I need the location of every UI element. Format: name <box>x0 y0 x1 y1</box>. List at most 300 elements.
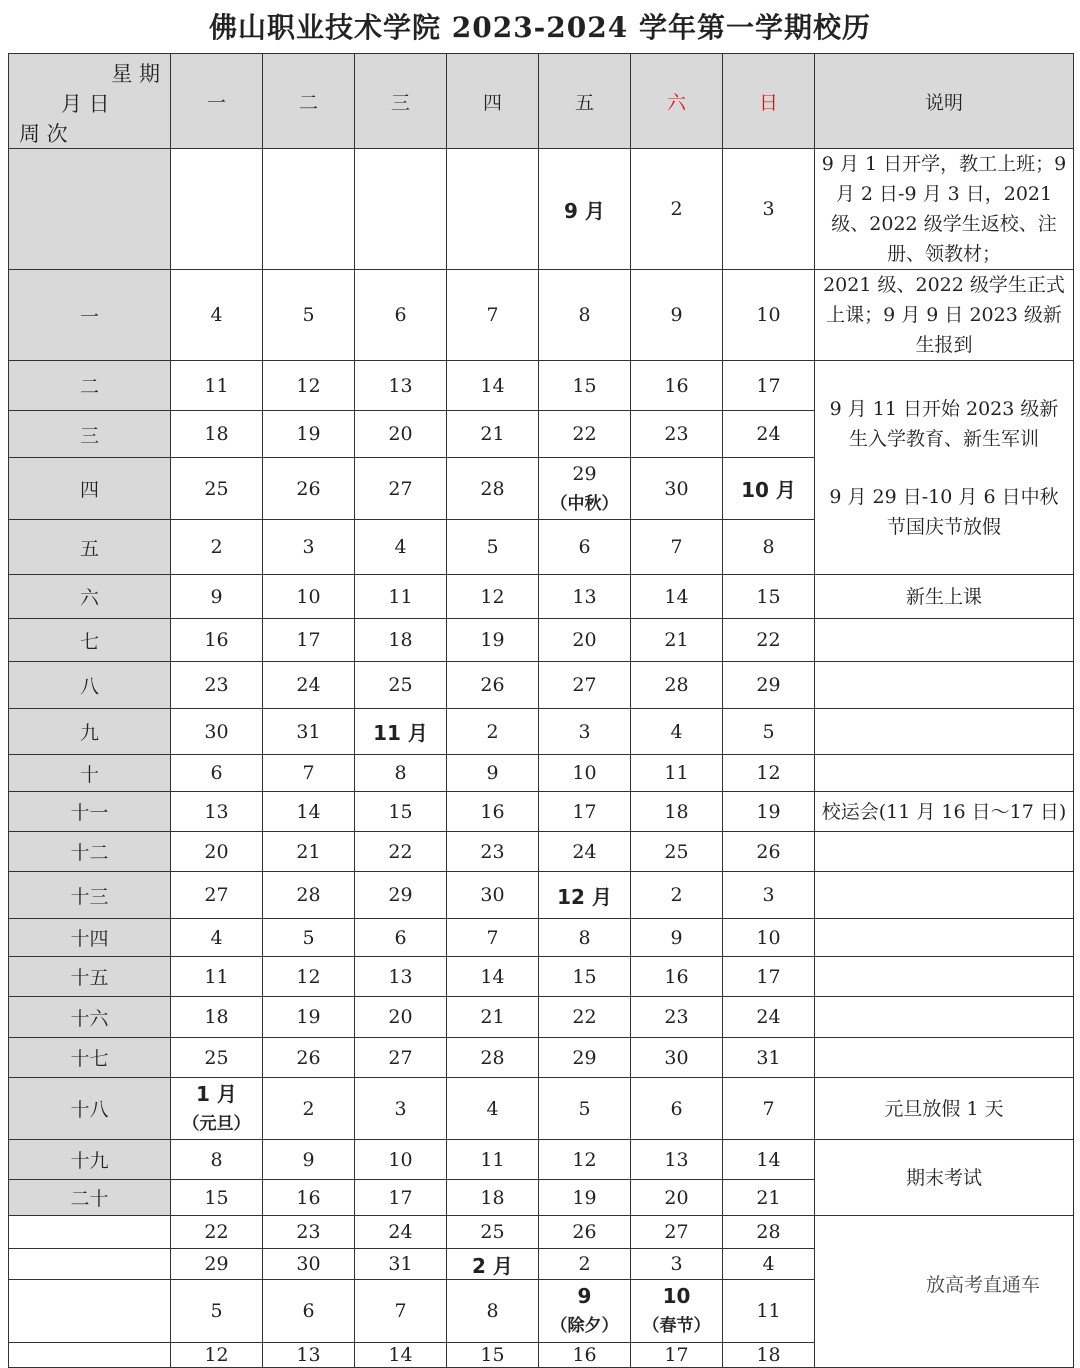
week-row <box>9 1216 1074 1249</box>
day-cell <box>539 832 631 872</box>
week-number <box>9 1216 171 1249</box>
day-number: 22 <box>388 840 413 863</box>
day-cell <box>539 1343 631 1368</box>
day-cell <box>355 458 447 520</box>
day-number: 26 <box>756 840 781 863</box>
day-cell <box>355 361 447 411</box>
day-number: 16 <box>204 629 229 651</box>
week-number: 十九 <box>9 1140 171 1180</box>
day-cell <box>447 1180 539 1216</box>
day-number: 9 <box>670 304 683 326</box>
day-cell <box>171 1140 263 1180</box>
day-number: 17 <box>756 965 781 988</box>
day-number: 8 <box>394 762 407 784</box>
day-number: 10 月 <box>741 478 796 502</box>
header-row <box>9 54 1074 149</box>
day-number: 27 <box>388 477 413 500</box>
day-cell <box>447 755 539 792</box>
day-cell <box>263 997 355 1038</box>
day-number: 20 <box>388 423 413 445</box>
holiday-label: （元旦） <box>182 1113 251 1134</box>
day-number: 17 <box>388 1186 413 1209</box>
day-cell <box>171 1216 263 1249</box>
day-cell <box>355 1038 447 1078</box>
day-cell <box>447 1249 539 1280</box>
day-number: 2 <box>302 1097 315 1120</box>
day-cell <box>631 458 723 520</box>
note-cell <box>815 919 1074 957</box>
day-cell <box>355 709 447 755</box>
day-cell <box>723 662 815 709</box>
holiday-label: （春节） <box>642 1316 711 1336</box>
note-cell: 新生上课 <box>815 575 1074 619</box>
day-cell <box>355 619 447 662</box>
week-number: 二十 <box>9 1180 171 1216</box>
day-number: 12 <box>296 965 321 988</box>
day-cell <box>171 270 263 361</box>
week-number: 四 <box>9 458 171 520</box>
week-number: 十四 <box>9 919 171 957</box>
day-number: 24 <box>756 1006 781 1028</box>
day-number: 3 <box>302 536 315 558</box>
day-number: 7 <box>762 1097 775 1120</box>
note-cell <box>815 619 1074 662</box>
day-cell <box>631 662 723 709</box>
day-cell <box>171 619 263 662</box>
day-number: 7 <box>486 926 499 949</box>
day-number: 4 <box>210 304 223 326</box>
day-cell <box>263 832 355 872</box>
day-cell <box>447 872 539 919</box>
day-number: 24 <box>756 423 781 445</box>
day-cell <box>171 1249 263 1280</box>
day-number: 28 <box>756 1221 781 1243</box>
day-cell <box>355 1216 447 1249</box>
day-number: 2 <box>486 720 499 743</box>
day-number: 8 <box>578 304 591 326</box>
day-number: 12 <box>204 1344 229 1366</box>
day-cell <box>355 997 447 1038</box>
day-number: 12 <box>572 1148 597 1171</box>
day-number: 21 <box>756 1186 781 1209</box>
day-number: 24 <box>296 674 321 696</box>
day-cell <box>539 411 631 458</box>
week-number <box>9 1280 171 1343</box>
day-cell <box>263 149 355 270</box>
day-number: 30 <box>480 884 505 906</box>
day-cell <box>539 1038 631 1078</box>
day-cell <box>539 270 631 361</box>
day-number: 17 <box>572 800 597 823</box>
note-cell <box>815 872 1074 919</box>
note-cell: 元旦放假 1 天 <box>815 1078 1074 1140</box>
day-cell <box>539 575 631 619</box>
corner-header <box>9 54 171 149</box>
note-cell <box>815 832 1074 872</box>
day-number: 11 <box>204 965 229 988</box>
week-row <box>9 270 1074 361</box>
day-number: 2 <box>670 884 683 906</box>
day-number: 12 月 <box>557 884 612 909</box>
day-number: 8 <box>210 1148 223 1171</box>
day-number: 6 <box>394 304 407 326</box>
day-number: 21 <box>296 840 321 863</box>
week-row <box>9 361 1074 411</box>
week-number: 一 <box>9 270 171 361</box>
day-cell <box>631 1078 723 1140</box>
day-number: 9 <box>670 926 683 949</box>
day-number: 6 <box>210 762 223 784</box>
day-cell <box>447 361 539 411</box>
day-cell <box>723 619 815 662</box>
day-cell <box>263 1038 355 1078</box>
day-cell <box>539 361 631 411</box>
day-number: 4 <box>670 720 683 743</box>
day-number: 23 <box>664 1006 689 1028</box>
day-number: 18 <box>204 423 229 445</box>
day-cell <box>171 709 263 755</box>
day-number: 3 <box>394 1097 407 1120</box>
day-cell <box>171 997 263 1038</box>
day-cell <box>723 755 815 792</box>
day-number: 28 <box>480 1046 505 1069</box>
day-cell <box>263 458 355 520</box>
week-row <box>9 662 1074 709</box>
day-cell <box>355 149 447 270</box>
day-cell <box>171 832 263 872</box>
day-cell <box>355 957 447 997</box>
day-cell <box>631 361 723 411</box>
day-number: 14 <box>756 1148 781 1171</box>
day-number: 19 <box>296 1006 321 1028</box>
day-cell <box>447 709 539 755</box>
day-cell <box>355 1180 447 1216</box>
day-number: 23 <box>296 1221 321 1243</box>
day-cell <box>355 1078 447 1140</box>
day-cell <box>723 832 815 872</box>
day-cell <box>263 619 355 662</box>
day-number: 2 <box>210 536 223 558</box>
day-number: 31 <box>756 1046 781 1069</box>
day-cell <box>631 270 723 361</box>
day-number: 27 <box>388 1046 413 1069</box>
day-number: 14 <box>388 1344 413 1366</box>
day-cell <box>263 1180 355 1216</box>
day-number: 28 <box>296 884 321 906</box>
day-number: 21 <box>480 423 505 445</box>
day-number: 9 <box>302 1148 315 1171</box>
day-number: 28 <box>480 477 505 500</box>
day-cell <box>263 792 355 832</box>
note-header: 说明 <box>815 54 1074 149</box>
week-number <box>9 149 171 270</box>
week-row <box>9 709 1074 755</box>
day-cell <box>539 1216 631 1249</box>
day-number: 19 <box>296 423 321 445</box>
watermark: 放高考直通车 <box>926 1274 1041 1296</box>
day-number: 10 <box>662 1284 691 1308</box>
day-number: 18 <box>664 800 689 823</box>
page-title: 佛山职业技术学院 2023-2024 学年第一学期校历 <box>209 11 871 44</box>
day-cell <box>539 1180 631 1216</box>
day-cell <box>723 1038 815 1078</box>
day-number: 8 <box>578 926 591 949</box>
day-cell <box>631 1343 723 1368</box>
day-number: 26 <box>480 674 505 696</box>
day-cell <box>447 1038 539 1078</box>
day-cell <box>263 411 355 458</box>
day-number: 23 <box>664 423 689 445</box>
day-number: 29 <box>204 1253 229 1275</box>
day-header-sat: 六 <box>631 54 723 149</box>
day-number: 5 <box>210 1300 223 1322</box>
corner-date: 月 日 <box>61 91 110 116</box>
day-cell <box>631 411 723 458</box>
week-row <box>9 832 1074 872</box>
day-cell <box>631 520 723 575</box>
day-number: 2 月 <box>472 1253 513 1278</box>
day-cell <box>723 792 815 832</box>
day-number: 10 <box>388 1148 413 1171</box>
week-row <box>9 919 1074 957</box>
day-cell <box>631 1180 723 1216</box>
note-cell: 期末考试 <box>815 1140 1074 1216</box>
day-cell <box>539 919 631 957</box>
day-number: 7 <box>486 304 499 326</box>
day-cell <box>631 872 723 919</box>
day-header-sun: 日 <box>723 54 815 149</box>
day-cell <box>723 1280 815 1343</box>
day-number: 25 <box>204 1046 229 1069</box>
day-cell <box>631 997 723 1038</box>
day-number: 18 <box>204 1006 229 1028</box>
day-cell <box>447 575 539 619</box>
day-cell <box>723 1216 815 1249</box>
day-cell <box>355 1343 447 1368</box>
day-cell <box>539 755 631 792</box>
day-cell <box>447 1343 539 1368</box>
day-cell <box>355 575 447 619</box>
day-number: 6 <box>670 1097 683 1120</box>
day-number: 27 <box>204 884 229 906</box>
day-cell <box>263 957 355 997</box>
day-cell <box>355 872 447 919</box>
day-cell <box>631 1038 723 1078</box>
day-cell <box>631 1216 723 1249</box>
day-number: 14 <box>480 965 505 988</box>
day-number: 16 <box>664 374 689 397</box>
day-number: 17 <box>664 1344 689 1366</box>
note-text: 9 月 29 日-10 月 6 日中秋节国庆节放假 <box>829 485 1059 538</box>
week-row <box>9 1038 1074 1078</box>
day-cell <box>723 411 815 458</box>
day-number: 4 <box>486 1097 499 1120</box>
holiday-label: （中秋） <box>550 493 619 514</box>
day-number: 22 <box>756 629 781 651</box>
day-number: 24 <box>388 1221 413 1243</box>
day-number: 11 月 <box>373 721 428 745</box>
day-number: 30 <box>296 1253 321 1275</box>
day-cell <box>171 1038 263 1078</box>
day-number: 3 <box>670 1253 683 1275</box>
day-cell <box>171 755 263 792</box>
day-number: 18 <box>480 1186 505 1209</box>
day-cell <box>631 792 723 832</box>
day-header-tue: 二 <box>263 54 355 149</box>
day-number: 12 <box>756 762 781 784</box>
day-number: 19 <box>572 1186 597 1209</box>
day-cell <box>447 1140 539 1180</box>
calendar-table <box>8 53 1074 1368</box>
day-number: 11 <box>756 1300 781 1322</box>
note-cell <box>815 957 1074 997</box>
day-number: 13 <box>204 800 229 823</box>
day-cell <box>723 1249 815 1280</box>
day-number: 9 <box>486 762 499 784</box>
day-number: 3 <box>578 720 591 743</box>
week-row <box>9 755 1074 792</box>
day-number: 3 <box>762 884 775 906</box>
day-cell <box>263 1078 355 1140</box>
day-number: 11 <box>664 762 689 784</box>
day-cell <box>539 662 631 709</box>
day-cell <box>263 1280 355 1343</box>
day-cell <box>447 619 539 662</box>
day-number: 5 <box>578 1097 591 1120</box>
day-number: 26 <box>296 477 321 500</box>
day-number: 11 <box>388 585 413 608</box>
day-cell <box>539 957 631 997</box>
week-number: 八 <box>9 662 171 709</box>
corner-week: 周 次 <box>19 121 68 146</box>
day-cell <box>723 149 815 270</box>
day-cell <box>447 1280 539 1343</box>
day-number: 16 <box>296 1186 321 1209</box>
day-cell <box>447 520 539 575</box>
note-cell: 校运会(11 月 16 日～17 日) <box>815 792 1074 832</box>
day-number: 19 <box>480 629 505 651</box>
day-number: 27 <box>664 1221 689 1243</box>
day-cell <box>263 662 355 709</box>
day-number: 23 <box>480 840 505 863</box>
day-cell <box>355 792 447 832</box>
day-number: 6 <box>302 1300 315 1322</box>
day-cell <box>539 792 631 832</box>
day-number: 15 <box>388 800 413 823</box>
day-cell <box>263 1140 355 1180</box>
day-number: 8 <box>762 536 775 558</box>
day-number: 20 <box>572 629 597 651</box>
day-number: 17 <box>296 629 321 651</box>
day-number: 8 <box>486 1300 499 1322</box>
week-number: 九 <box>9 709 171 755</box>
day-number: 10 <box>756 926 781 949</box>
day-number: 4 <box>394 536 407 558</box>
day-cell <box>263 755 355 792</box>
day-cell <box>171 1280 263 1343</box>
day-number: 20 <box>388 1006 413 1028</box>
week-number: 十三 <box>9 872 171 919</box>
day-number: 25 <box>204 477 229 500</box>
day-number: 13 <box>664 1148 689 1171</box>
day-cell <box>171 872 263 919</box>
day-cell <box>447 997 539 1038</box>
day-number: 5 <box>762 720 775 743</box>
day-number: 21 <box>480 1006 505 1028</box>
day-cell <box>447 411 539 458</box>
day-number: 1 月 <box>196 1081 237 1106</box>
week-number: 十五 <box>9 957 171 997</box>
day-number: 19 <box>756 800 781 823</box>
week-row <box>9 792 1074 832</box>
note-cell <box>815 709 1074 755</box>
day-cell <box>723 575 815 619</box>
day-number: 22 <box>204 1221 229 1243</box>
note-cell: 2021 级、2022 级学生正式上课；9 月 9 日 2023 级新生报到 <box>815 270 1074 361</box>
day-number: 13 <box>388 965 413 988</box>
day-number: 13 <box>572 585 597 608</box>
day-number: 26 <box>296 1046 321 1069</box>
day-cell <box>723 957 815 997</box>
day-cell <box>263 709 355 755</box>
day-number: 15 <box>572 965 597 988</box>
day-number: 29 <box>572 1046 597 1069</box>
day-cell <box>723 997 815 1038</box>
day-number: 15 <box>204 1186 229 1209</box>
day-number: 18 <box>388 629 413 651</box>
day-cell <box>631 575 723 619</box>
day-cell <box>539 1249 631 1280</box>
week-row <box>9 872 1074 919</box>
day-cell <box>723 872 815 919</box>
corner-weekday: 星 期 <box>111 61 160 86</box>
day-cell <box>355 662 447 709</box>
day-number: 15 <box>480 1344 505 1366</box>
week-number: 十二 <box>9 832 171 872</box>
day-cell <box>631 755 723 792</box>
day-cell <box>171 919 263 957</box>
day-cell <box>355 919 447 957</box>
day-cell <box>723 270 815 361</box>
day-cell <box>539 1078 631 1140</box>
day-cell <box>355 520 447 575</box>
week-number: 二 <box>9 361 171 411</box>
day-cell <box>539 619 631 662</box>
day-cell <box>171 1078 263 1140</box>
day-number: 28 <box>664 674 689 696</box>
day-number: 24 <box>572 840 597 863</box>
day-number: 12 <box>296 374 321 397</box>
week-number: 十八 <box>9 1078 171 1140</box>
day-number: 10 <box>756 304 781 326</box>
day-cell <box>723 919 815 957</box>
day-cell <box>171 957 263 997</box>
day-cell <box>723 1140 815 1180</box>
day-cell <box>355 755 447 792</box>
day-number: 7 <box>302 762 315 784</box>
day-number: 14 <box>664 585 689 608</box>
day-cell <box>539 709 631 755</box>
day-number: 27 <box>572 674 597 696</box>
day-number: 13 <box>388 374 413 397</box>
day-number: 9 月 <box>564 198 605 223</box>
day-number: 30 <box>664 1046 689 1069</box>
day-number: 10 <box>572 762 597 784</box>
week-number: 五 <box>9 520 171 575</box>
day-number: 29 <box>572 462 597 485</box>
day-cell <box>447 270 539 361</box>
day-cell <box>539 458 631 520</box>
